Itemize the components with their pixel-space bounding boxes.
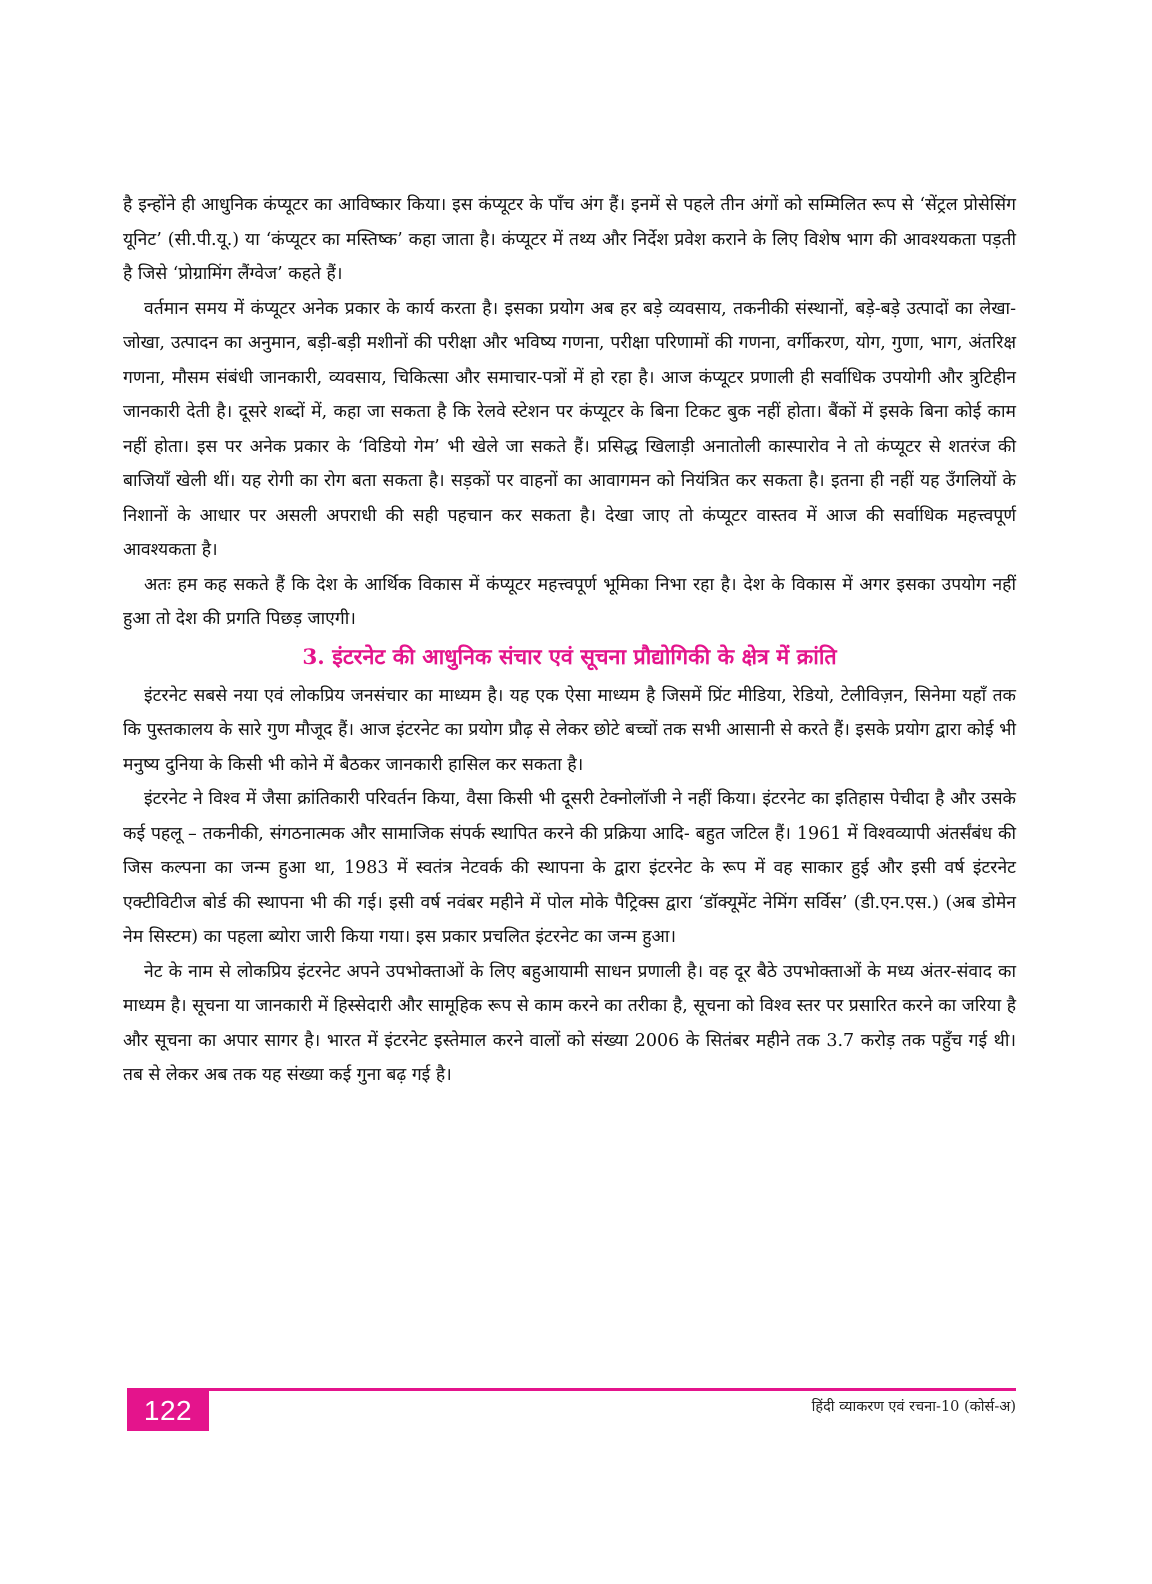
paragraph-computer-uses: वर्तमान समय में कंप्यूटर अनेक प्रकार के कार्य करता है। इसका प्रयोग अब हर बड़े व्यवसाय, तकनीकी संस्थानों, बड़े-बड़े उत्पादों का लेखा-जोखा, उत्पादन का अनुमान, बड़ी-बड़ी मशीनों की परीक्षा और भविष्य गणना, परीक्षा परिणामों की गणना, वर्गीकरण, योग, गुणा, भाग, अंतरिक्ष गणना, मौसम संबंधी जानकारी, व्यवसाय, चिकित्सा और समाचार-पत्रों में हो रहा है। आज कंप्यूटर प्रणाली ही सर्वाधिक उपयोगी और त्रुटिहीन जानकारी देती है। दूसरे शब्दों में, कहा जा सकता है कि रेलवे स्टेशन पर कंप्यूटर के बिना टिकट बुक नहीं होता। बैंकों में इसके बिना कोई काम नहीं होता। इस पर अनेक प्रकार के ‘विडियो गेम’ भी खेले जा सकते हैं। प्रसिद्ध खिलाड़ी अनातोली कास्पारोव ने तो कंप्यूटर से शतरंज की बाजियाँ खेली थीं। यह रोगी का रोग बता सकता है। सड़कों पर वाहनों का आवागमन को नियंत्रित कर सकता है। इतना ही नहीं यह उँगलियों के निशानों के आधार पर असली अपराधी की सही पहचान कर सकता है। देखा जाए तो कंप्यूटर वास्तव में आज की सर्वाधिक महत्त्वपूर्ण आवश्यकता है।: [123, 298, 1016, 560]
footer-rule: [127, 1388, 1016, 1391]
book-title: हिंदी व्याकरण एवं रचना-10 (कोर्स-अ): [811, 1399, 1016, 1415]
page-number: 122: [127, 1391, 209, 1431]
section-heading: 3. इंटरनेट की आधुनिक संचार एवं सूचना प्रौद्योगिकी के क्षेत्र में क्रांति: [302, 644, 837, 670]
paragraph-cpu-intro: है इन्होंने ही आधुनिक कंप्यूटर का आविष्कार किया। इस कंप्यूटर के पाँच अंग हैं। इनमें से पहले तीन अंगों को सम्मिलित रूप से ‘सेंट्रल प्रोसेसिंग यूनिट’ (सी.पी.यू.) या ‘कंप्यूटर का मस्तिष्क’ कहा जाता है। कंप्यूटर में तथ्य और निर्देश प्रवेश कराने के लिए विशेष भाग की आवश्यकता पड़ती है जिसे ‘प्रोग्रामिंग लैंग्वेज’ कहते हैं।: [123, 195, 1016, 284]
paragraph-internet-history: इंटरनेट ने विश्व में जैसा क्रांतिकारी परिवर्तन किया, वैसा किसी भी दूसरी टेक्नोलॉजी ने नहीं किया। इंटरनेट का इतिहास पेचीदा है और उसके कई पहलू – तकनीकी, संगठनात्मक और सामाजिक संपर्क स्थापित करने की प्रक्रिया आदि- बहुत जटिल हैं। 1961 में विश्वव्यापी अंतर्संबंध की जिस कल्पना का जन्म हुआ था, 1983 में स्वतंत्र नेटवर्क की स्थापना के द्वारा इंटरनेट के रूप में वह साकार हुई और इसी वर्ष इंटरनेट एक्टीविटीज बोर्ड की स्थापना भी की गई। इसी वर्ष नवंबर महीने में पोल मोके पैट्रिक्स द्वारा ‘डॉक्यूमेंट नेमिंग सर्विस’ (डी.एन.एस.) (अब डोमेन नेम सिस्टम) का पहला ब्योरा जारी किया गया। इस प्रकार प्रचलित इंटरनेट का जन्म हुआ।: [123, 789, 1016, 947]
paragraph-internet-net: नेट के नाम से लोकप्रिय इंटरनेट अपने उपभोक्ताओं के लिए बहुआयामी साधन प्रणाली है। वह दूर बैठे उपभोक्ताओं के मध्य अंतर-संवाद का माध्यम है। सूचना या जानकारी में हिस्सेदारी और सामूहिक रूप से काम करने का तरीका है, सूचना को विश्व स्तर पर प्रसारित करने का जरिया है और सूचना का अपार सागर है। भारत में इंटरनेट इस्तेमाल करने वालों को संख्या 2006 के सितंबर महीने तक 3.7 करोड़ तक पहुँच गई थी। तब से लेकर अब तक यह संख्या कई गुना बढ़ गई है।: [123, 961, 1016, 1085]
paragraph-internet-intro: इंटरनेट सबसे नया एवं लोकप्रिय जनसंचार का माध्यम है। यह एक ऐसा माध्यम है जिसमें प्रिंट मीडिया, रेडियो, टेलीविज़न, सिनेमा यहाँ तक कि पुस्तकालय के सारे गुण मौजूद हैं। आज इंटरनेट का प्रयोग प्रौढ़ से लेकर छोटे बच्चों तक सभी आसानी से करते हैं। इसके प्रयोग द्वारा कोई भी मनुष्य दुनिया के किसी भी कोने में बैठकर जानकारी हासिल कर सकता है।: [123, 685, 1016, 775]
paragraph-conclusion: अतः हम कह सकते हैं कि देश के आर्थिक विकास में कंप्यूटर महत्त्वपूर्ण भूमिका निभा रहा है। देश के विकास में अगर इसका उपयोग नहीं हुआ तो देश की प्रगति पिछड़ जाएगी।: [123, 574, 1016, 629]
page-content: [123, 188, 1016, 1093]
